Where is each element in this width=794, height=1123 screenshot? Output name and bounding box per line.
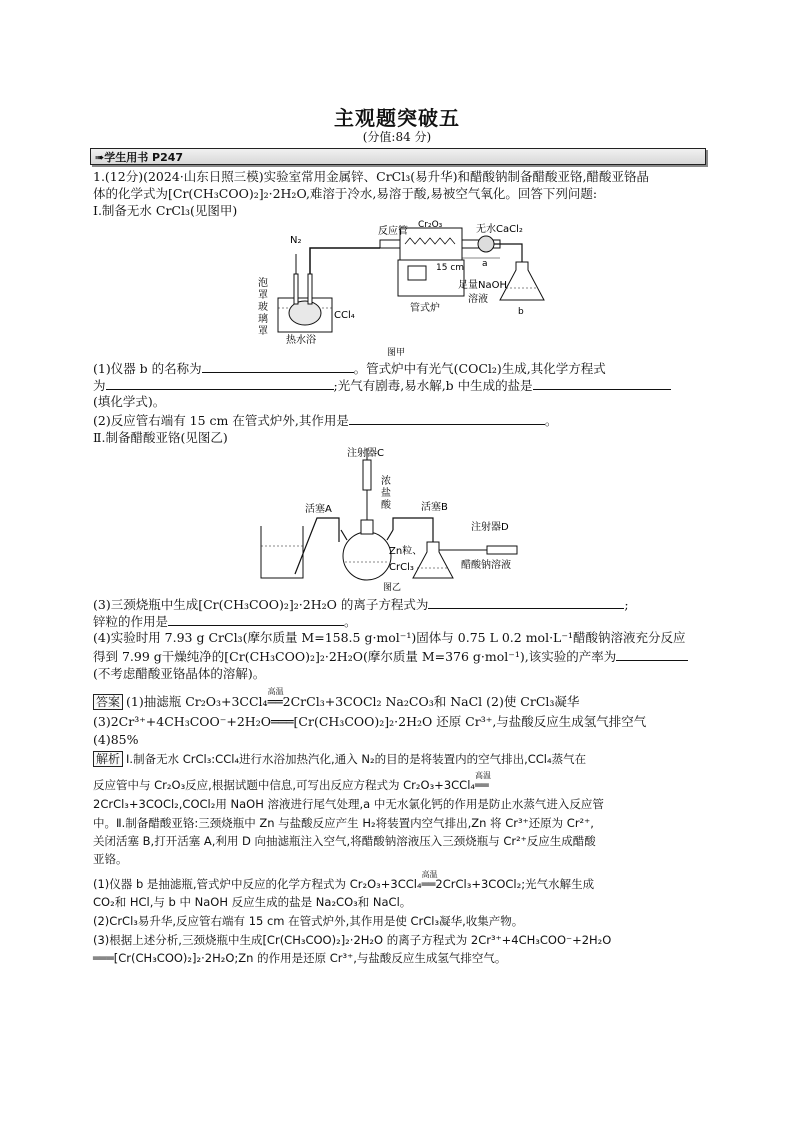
blank-5[interactable]	[428, 596, 624, 609]
label-acid-3: 酸	[381, 500, 391, 511]
label-hot-water-bath: 热水浴	[286, 335, 316, 346]
analysis-tag: 解析	[93, 751, 123, 767]
question-1-line-1: (1)仪器 b 的名称为 。管式炉中有光气(COCl₂)生成,其化学方程式	[93, 361, 606, 376]
label-crcl3: CrCl₃	[389, 562, 414, 573]
question-intro-1: 1.(12分)(2024·山东日照三模)实验室常用金属锌、CrCl₃(易升华)和醋酸钠制备醋酸亚铬,醋酸亚铬晶	[93, 169, 649, 184]
label-furnace: 管式炉	[410, 303, 440, 314]
question-1-line-2: 为 ;光气有剧毒,易水解,b 中生成的盐是	[93, 377, 671, 394]
analysis-line-1: 解析 Ⅰ.制备无水 CrCl₃:CCl₄进行水浴加热汽化,通入 N₂的目的是将装置内的空气排出,CCl₄蒸气在	[93, 751, 586, 767]
label-valve-a: 活塞A	[305, 504, 332, 515]
question-1-line-3: (填化学式)。	[93, 394, 166, 409]
label-n2: N₂	[290, 235, 302, 246]
label-naoh-1: 足量NaOH	[458, 280, 507, 291]
label-zn: Zn粒、	[389, 546, 423, 557]
blank-7[interactable]	[616, 648, 688, 661]
answer-tag: 答案	[93, 694, 123, 710]
label-cover-5: 罩	[258, 326, 268, 337]
question-2-line: (2)反应管右端有 15 cm 在管式炉外,其作用是 。	[93, 413, 558, 428]
analysis-line-4: 中。Ⅱ.制备醋酸亚铬:三颈烧瓶中 Zn 与盐酸反应产生 H₂将装置内空气排出,Zn 将 Cr³⁺还原为 Cr²⁺,	[93, 816, 594, 830]
question-intro-2: 体的化学式为[Cr(CH₃COO)₂]₂·2H₂O,难溶于冷水,易溶于酸,易被空气氧化。回答下列问题:	[93, 186, 598, 201]
part-1-heading: Ⅰ.制备无水 CrCl₃(见图甲)	[93, 203, 238, 218]
question-4-line-1: (4)实验时用 7.93 g CrCl₃(摩尔质量 M=158.5 g·mol⁻¹)固体与 0.75 L 0.2 mol·L⁻¹醋酸钠溶液充分反应	[93, 630, 686, 645]
label-valve-b: 活塞B	[421, 502, 448, 513]
figure-1-caption: 图甲	[387, 348, 406, 358]
analysis-line-8: CO₂和 HCl,与 b 中 NaOH 反应生成的盐是 Na₂CO₃和 NaCl。	[93, 895, 412, 909]
blank-1[interactable]	[202, 360, 354, 373]
analysis-line-2: 反应管中与 Cr₂O₃反应,根据试题中信息,可写出反应方程式为 Cr₂O₃+3CCl₄ 高温 ══	[93, 771, 491, 792]
label-15cm: 15 cm	[436, 263, 465, 273]
label-cr2o3: Cr₂O₃	[418, 220, 443, 230]
blank-2[interactable]	[106, 377, 334, 390]
analysis-line-9: (2)CrCl₃易升华,反应管右端有 15 cm 在管式炉外,其作用是使 CrCl₃凝华,收集产物。	[93, 914, 524, 928]
label-acid-2: 盐	[381, 488, 391, 499]
apparatus-figure-2	[255, 446, 545, 592]
label-naoh-2: 溶液	[468, 294, 488, 305]
answer-line-3: (4)85%	[93, 732, 139, 747]
analysis-line-7: (1)仪器 b 是抽滤瓶,管式炉中反应的化学方程式为 Cr₂O₃+3CCl₄ 高温 ══2CrCl₃+3COCl₂;光气水解生成	[93, 870, 595, 891]
label-sodium-acetate: 醋酸钠溶液	[461, 560, 511, 571]
analysis-line-6: 亚铬。	[93, 852, 128, 866]
condition-high-temp: 高温	[267, 687, 284, 696]
blank-3[interactable]	[533, 377, 671, 390]
part-2-heading: Ⅱ.制备醋酸亚铬(见图乙)	[93, 430, 228, 445]
analysis-line-3: 2CrCl₃+3COCl₂,COCl₂用 NaOH 溶液进行尾气处理,a 中无水氯化钙的作用是防止水蒸气进入反应管	[93, 797, 604, 811]
question-4-line-2: 得到 7.99 g干燥纯净的[Cr(CH₃COO)₂]₂·2H₂O(摩尔质量 M=376 g·mol⁻¹),该实验的产率为	[93, 648, 688, 665]
label-acid-1: 浓	[381, 476, 391, 487]
analysis-line-11: ═══[Cr(CH₃COO)₂]₂·2H₂O;Zn 的作用是还原 Cr³⁺,与盐酸反应生成氢气排空气。	[93, 951, 507, 965]
label-reaction-tube: 反应管	[378, 226, 408, 237]
answer-line-1: 答案 (1)抽滤瓶 Cr₂O₃+3CCl₄ 高温 ══2CrCl₃+3COCl₂ Na₂CO₃和 NaCl (2)使 CrCl₃凝华	[93, 694, 579, 710]
figure-2-caption: 图乙	[383, 583, 402, 592]
label-cover-1: 泡	[258, 278, 268, 289]
label-b: b	[518, 307, 524, 317]
label-cover-2: 罩	[258, 290, 268, 301]
label-syringe-c: 注射器C	[347, 448, 384, 459]
label-ccl4: CCl₄	[334, 310, 355, 321]
blank-6[interactable]	[168, 613, 344, 626]
score-note: (分值:84 分)	[362, 130, 432, 144]
answer-line-2: (3)2Cr³⁺+4CH₃COO⁻+2H₂O═══[Cr(CH₃COO)₂]₂·2H₂O 还原 Cr³⁺,与盐酸反应生成氢气排空气	[93, 714, 647, 729]
blank-4[interactable]	[349, 412, 545, 425]
analysis-line-10: (3)根据上述分析,三颈烧瓶中生成[Cr(CH₃COO)₂]₂·2H₂O 的离子方程式为 2Cr³⁺+4CH₃COO⁻+2H₂O	[93, 933, 612, 947]
label-a: a	[482, 259, 488, 269]
label-cover-3: 玻	[258, 302, 268, 313]
student-book-banner: ➠学生用书 P247	[90, 148, 706, 165]
analysis-line-5: 关闭活塞 B,打开活塞 A,利用 D 向抽滤瓶注入空气,将醋酸钠溶液压入三颈烧瓶与 Cr²⁺反应生成醋酸	[93, 834, 596, 848]
label-cover-4: 璃	[258, 314, 268, 325]
question-4-line-3: (不考虑醋酸亚铬晶体的溶解)。	[93, 666, 266, 681]
label-cacl2: 无水CaCl₂	[476, 224, 523, 235]
page-title: 主观题突破五	[334, 106, 460, 130]
apparatus-figure-1	[250, 218, 550, 358]
question-3-line-1: (3)三颈烧瓶中生成[Cr(CH₃COO)₂]₂·2H₂O 的离子方程式为 ;	[93, 597, 629, 612]
label-syringe-d: 注射器D	[471, 522, 509, 533]
question-3-line-2: 锌粒的作用是 。	[93, 614, 357, 629]
